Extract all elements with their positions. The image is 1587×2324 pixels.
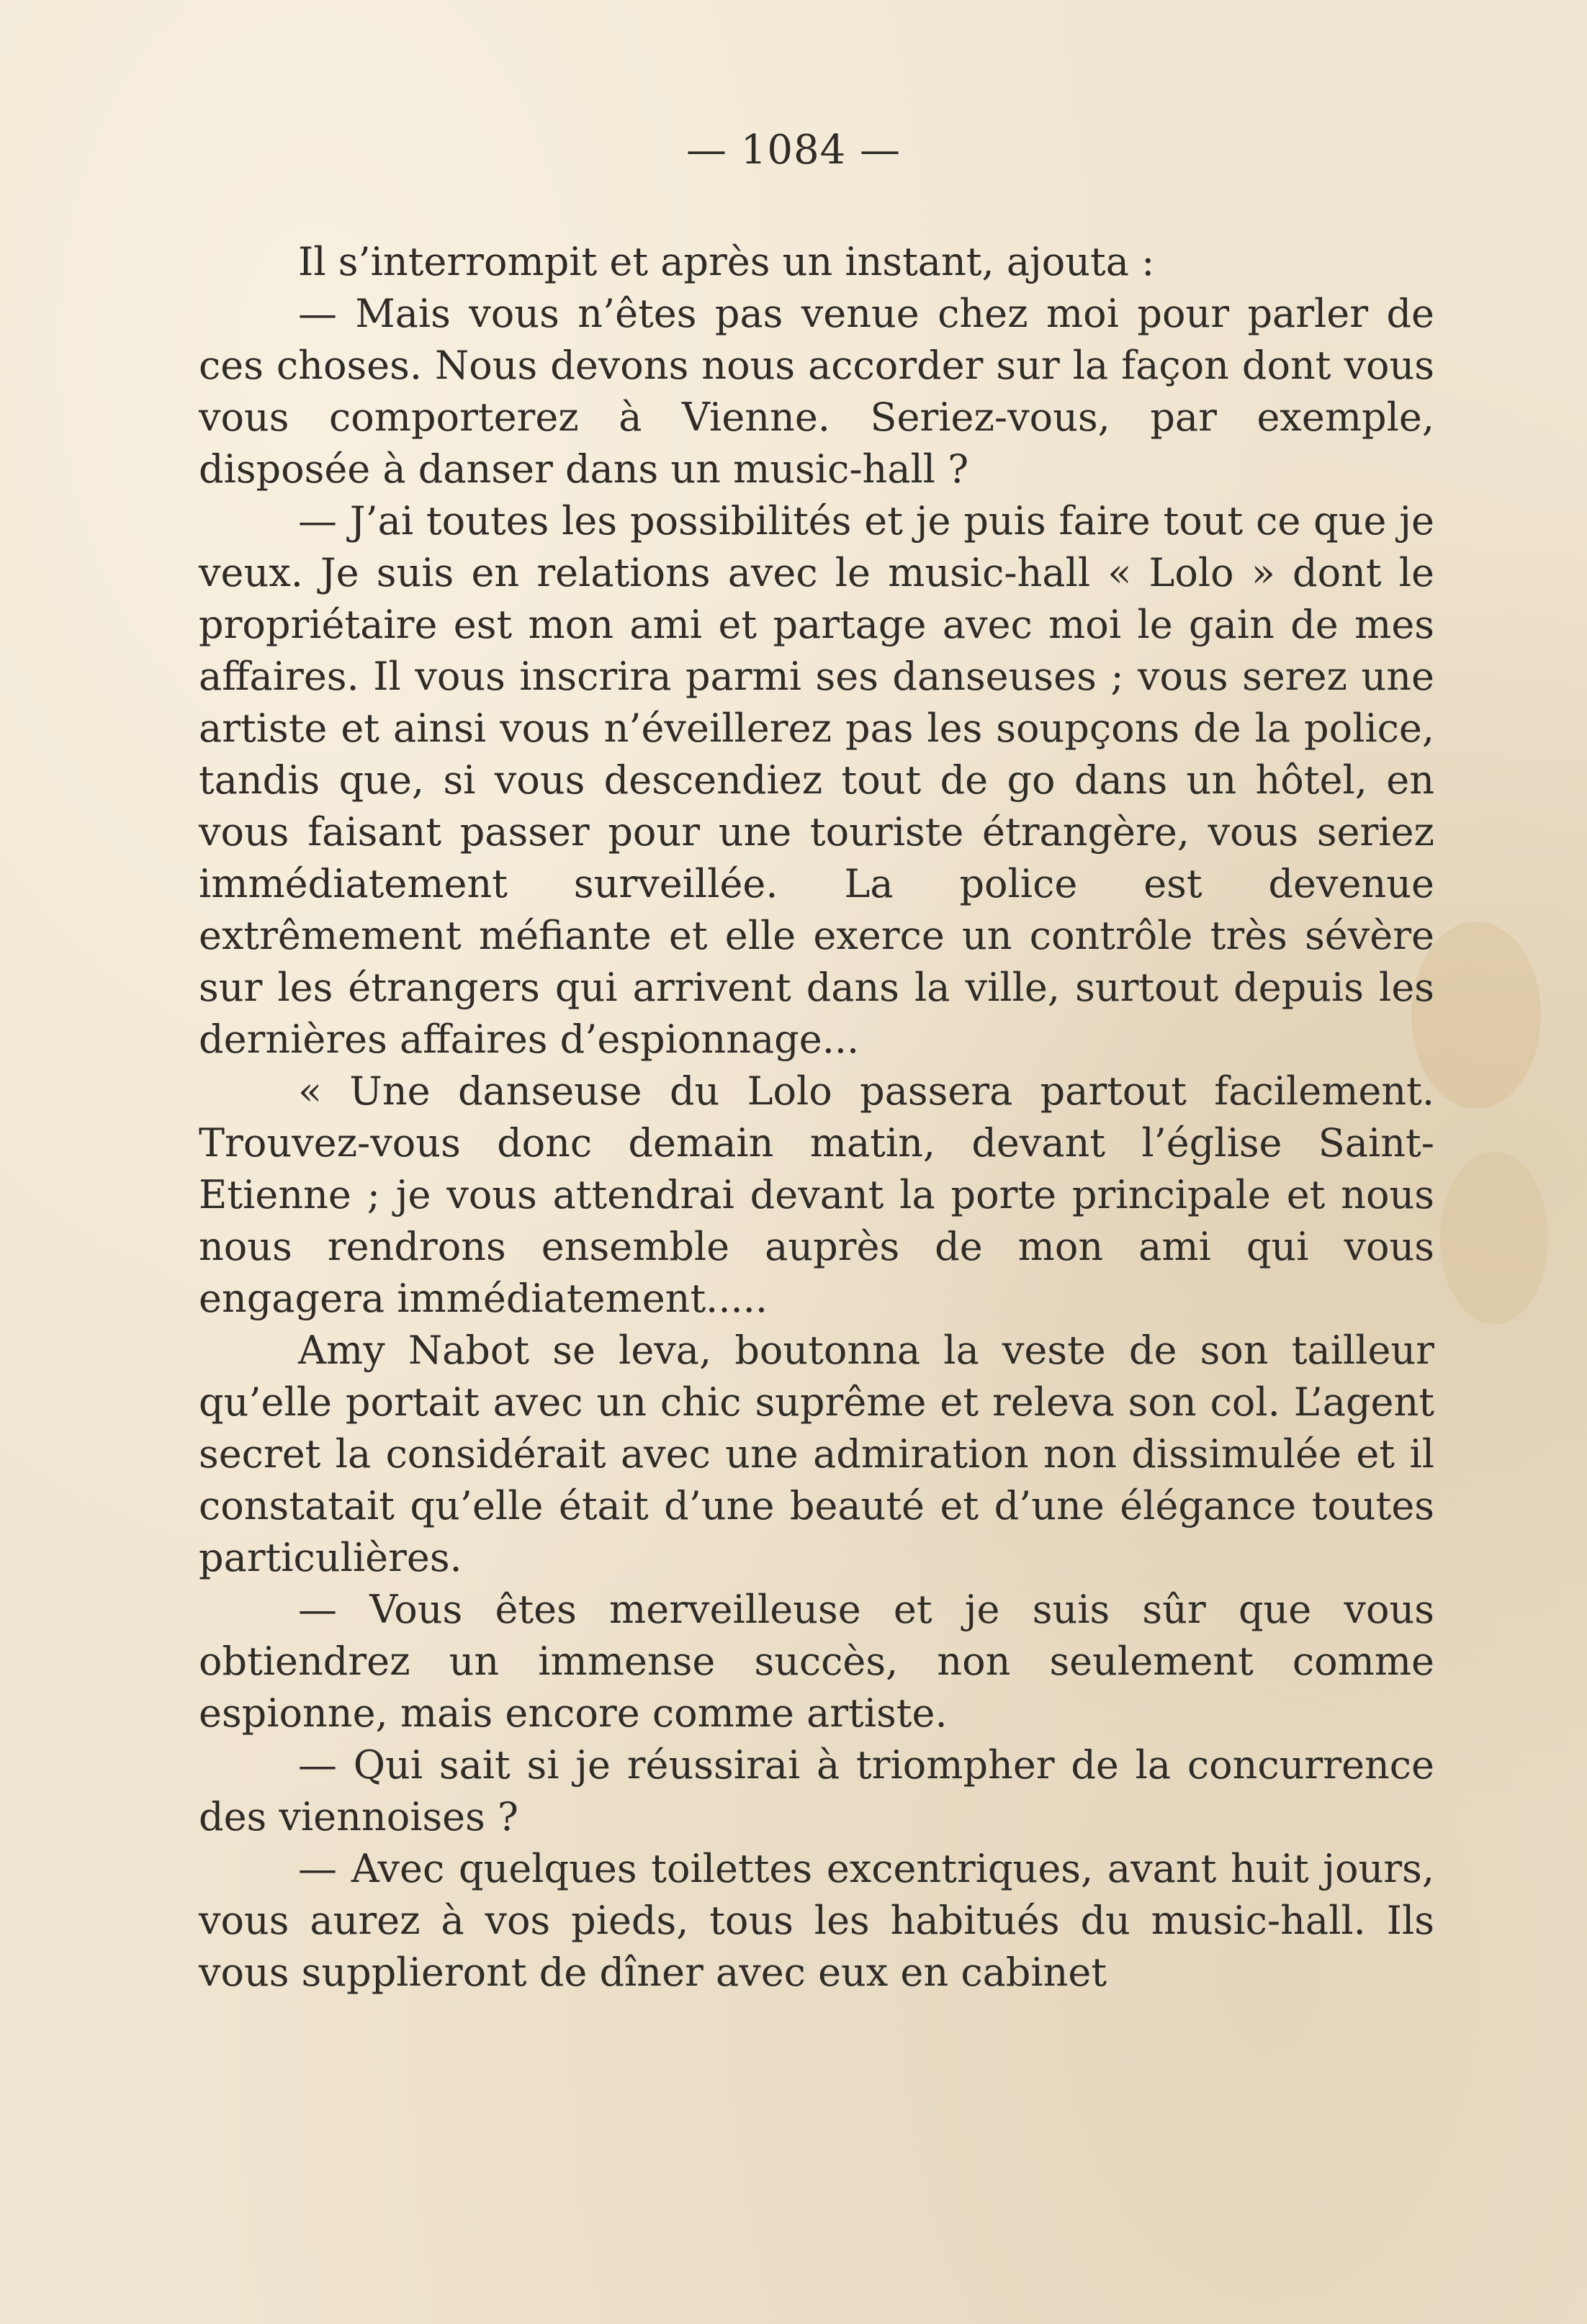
paragraph: — J’ai toutes les possibilités et je puis faire tout ce que je veux. Je suis en relations avec le music-hall « Lolo » dont le propriétaire est mon ami et partage avec moi le gain de mes affaires. Il vous inscrira parmi ses danseuses ; vous serez une artiste et ainsi vous n’éveillerez pas les soupçons de la police, tandis que, si vous descendiez tout de go dans un hôtel, en vous faisant passer pour une touriste étrangère, vous seriez immédiatement surveillée. La police est devenue extrêmement méfiante et elle exerce un contrôle très sévère sur les étrangers qui arrivent dans la ville, surtout depuis les dernières affaires d’espionnage...: [199, 498, 1434, 1062]
paper-stain: [1440, 1152, 1548, 1325]
paragraph: Il s’interrompit et après un instant, ajouta :: [298, 239, 1155, 284]
body-text: [199, 236, 1434, 1999]
paragraph: — Qui sait si je réussirai à triompher de la concurrence des viennoises ?: [199, 1742, 1434, 1839]
page-number: — 1084 —: [685, 127, 902, 174]
paragraph: « Une danseuse du Lolo passera partout facilement. Trouvez-vous donc demain matin, devant l’église Saint-Etienne ; je vous attendrai devant la porte principale et nous nous rendrons ensemble auprès de mon ami qui vous engagera immédiatement.....: [199, 1068, 1434, 1321]
paragraph: — Avec quelques toilettes excentriques, avant huit jours, vous aurez à vos pieds, tous les habitués du music-hall. Ils vous supplieront de dîner avec eux en cabinet: [199, 1846, 1434, 1995]
paragraph: — Mais vous n’êtes pas venue chez moi pour parler de ces choses. Nous devons nous accorder sur la façon dont vous vous comporterez à Vienne. Seriez-vous, par exemple, disposée à danser dans un music-hall ?: [199, 291, 1434, 492]
paragraph: — Vous êtes merveilleuse et je suis sûr que vous obtiendrez un immense succès, non seulement comme espionne, mais encore comme artiste.: [199, 1587, 1434, 1736]
paragraph: Amy Nabot se leva, boutonna la veste de son tailleur qu’elle portait avec un chic suprême et releva son col. L’agent secret la considérait avec une admiration non dissimulée et il constatait qu’elle était d’une beauté et d’une élégance toutes particulières.: [199, 1328, 1434, 1580]
